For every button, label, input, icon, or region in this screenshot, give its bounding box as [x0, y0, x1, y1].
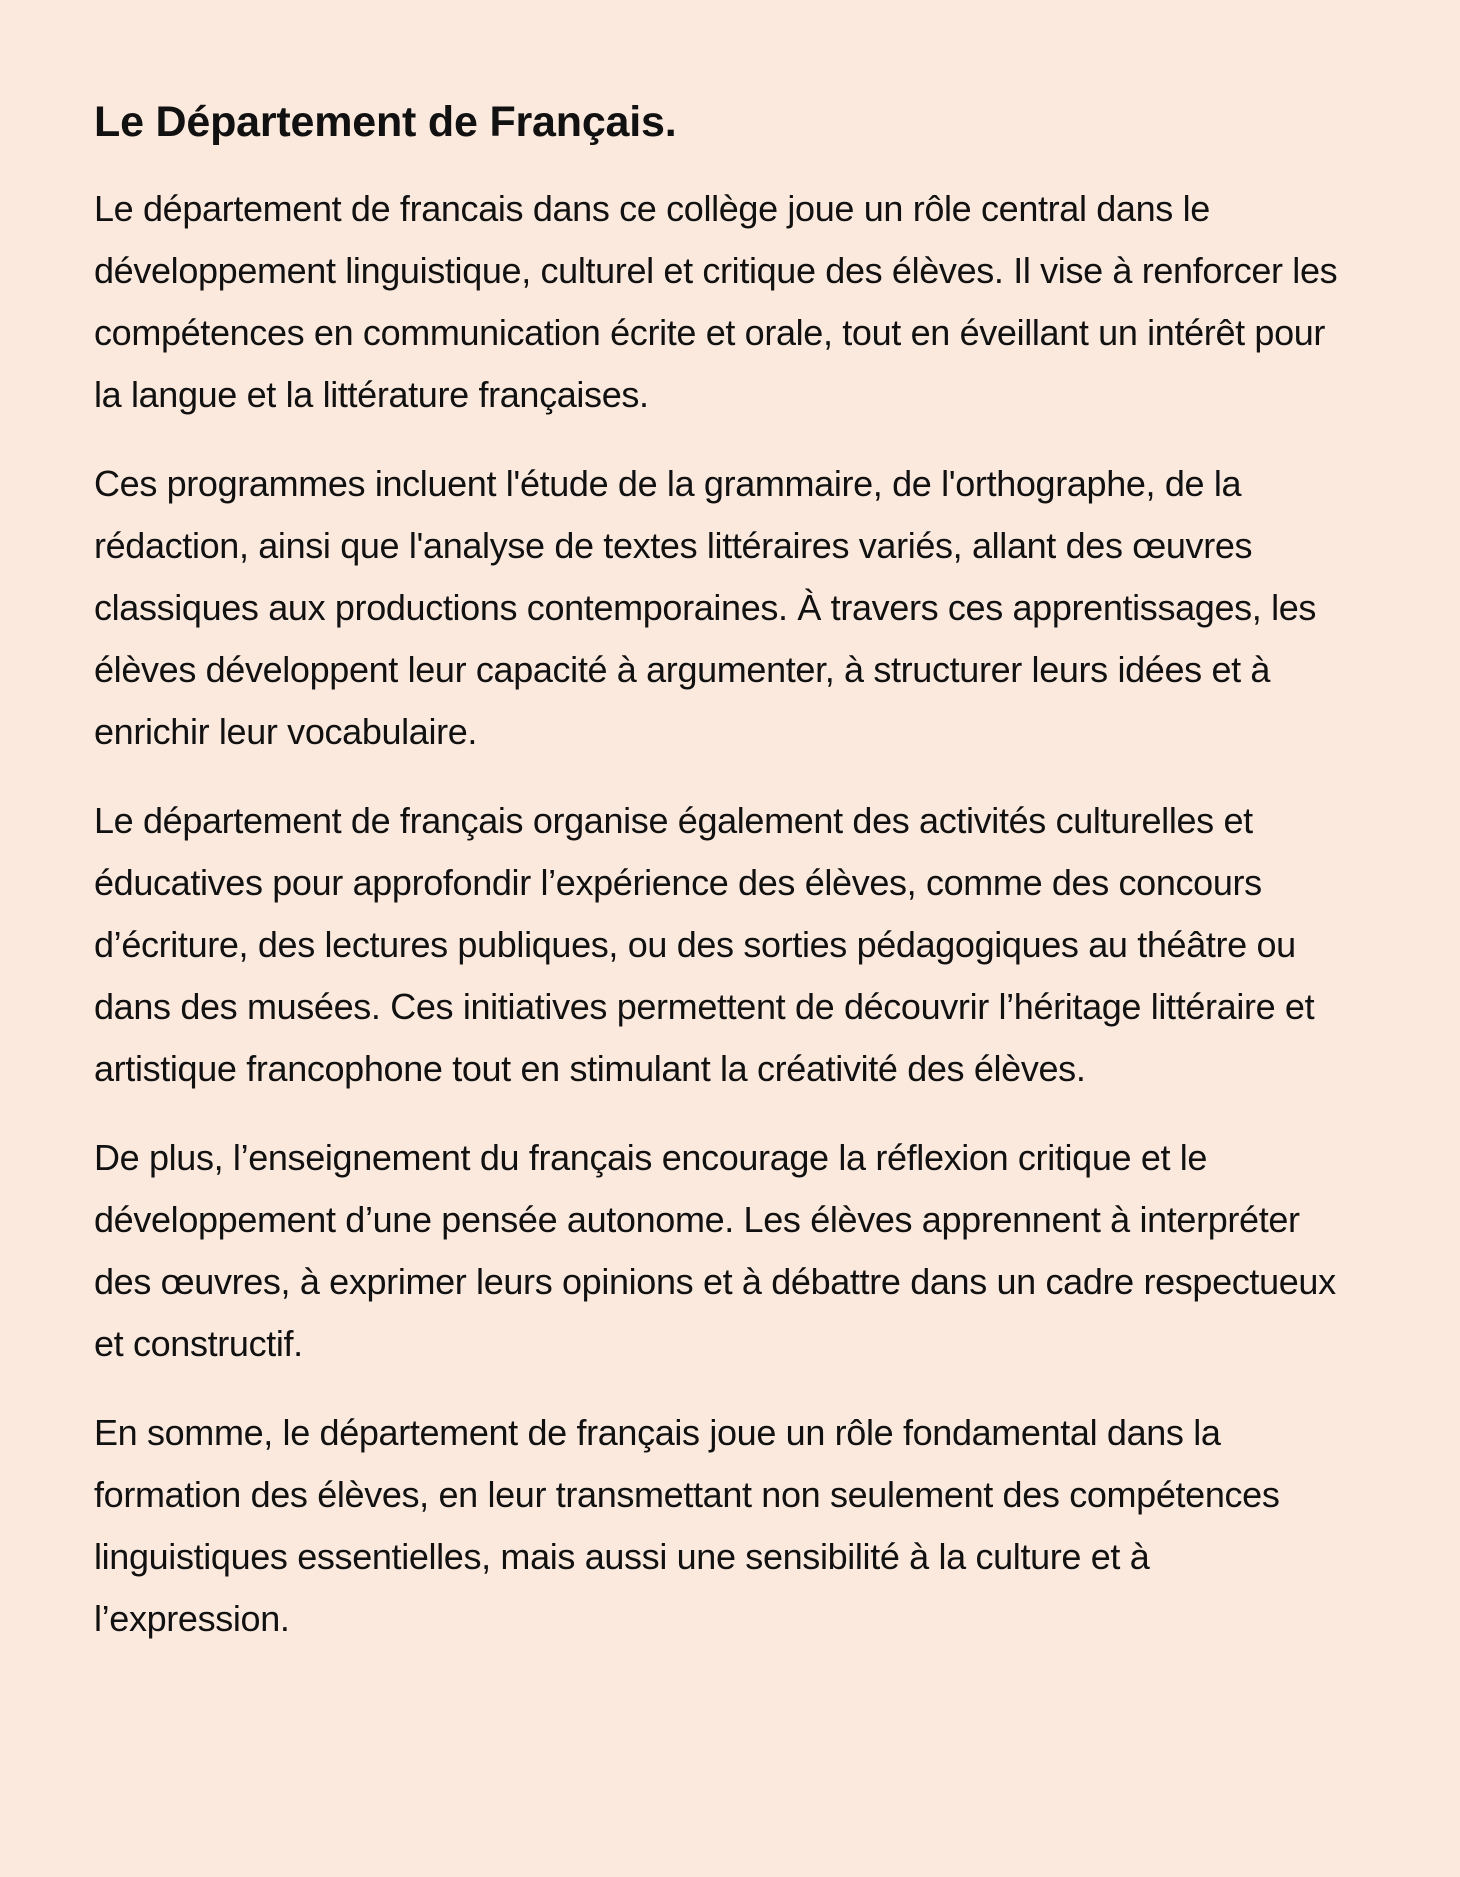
paragraph-introduction: Le département de francais dans ce collège joue un rôle central dans le développement linguistique, culturel et critique des élèves. Il vise à renforcer les compétences en communication écrite et orale, tout en éveillant un intérêt pour la langue et la littérature françaises. [94, 188, 1338, 415]
paragraph-programmes: Ces programmes incluent l'étude de la grammaire, de l'orthographe, de la rédaction, ainsi que l'analyse de textes littéraires variés, allant des œuvres classiques aux productions contemporaines. À travers ces apprentissages, les élèves développent leur capacité à argumenter, à structurer leurs idées et à enrichir leur vocabulaire. [94, 463, 1317, 752]
paragraph-activities: Le département de français organise également des activités culturelles et éducatives pour approfondir l’expérience des élèves, comme des concours d’écriture, des lectures publiques, ou des sorties pédagogiques au théâtre ou dans des musées. Ces initiatives permettent de découvrir l’héritage littéraire et artistique francophone tout en stimulant la créativité des élèves. [94, 800, 1315, 1089]
paragraph-critical-thinking: De plus, l’enseignement du français encourage la réflexion critique et le développement d’une pensée autonome. Les élèves apprennent à interpréter des œuvres, à exprimer leurs opinions et à débattre dans un cadre respectueux et constructif. [94, 1137, 1336, 1364]
document-title: Le Département de Français. [94, 98, 677, 146]
paragraph-conclusion: En somme, le département de français joue un rôle fondamental dans la formation des élèves, en leur transmettant non seulement des compétences linguistiques essentielles, mais aussi une sensibilité à la culture et à l’expression. [94, 1412, 1280, 1639]
document-body [94, 178, 1352, 1650]
